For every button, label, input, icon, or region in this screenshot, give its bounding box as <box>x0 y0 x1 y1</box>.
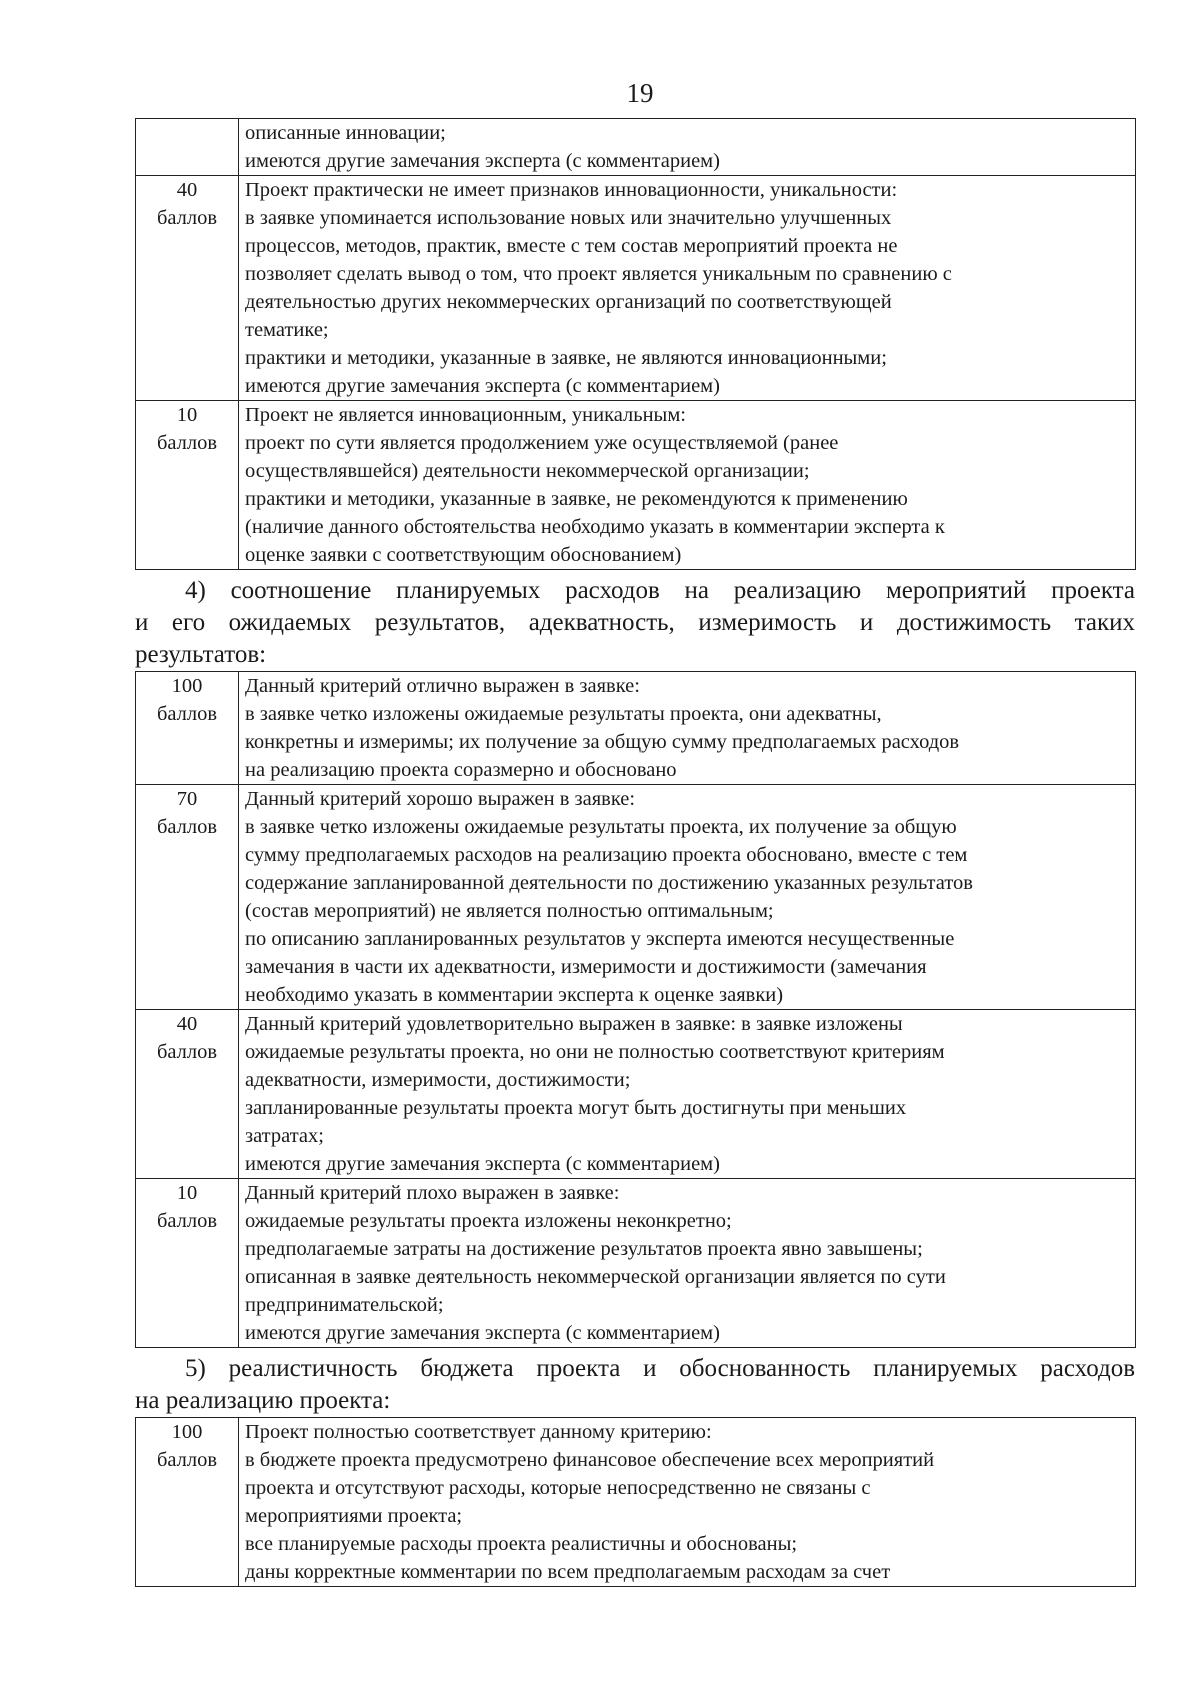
criterion-4-heading <box>135 575 1135 671</box>
description-line: (состав мероприятий) не является полностью оптимальным; <box>245 900 774 922</box>
criteria-description <box>239 119 1136 176</box>
document-body <box>135 118 1135 1587</box>
criteria-description <box>239 1418 1136 1587</box>
score-cell <box>136 785 239 1010</box>
criteria-row <box>136 1418 1136 1587</box>
description-line: позволяет сделать вывод о том, что проект является уникальным по сравнению с <box>245 263 952 285</box>
score-cell <box>136 401 239 570</box>
description-line: имеются другие замечания эксперта (с комментарием) <box>245 150 720 172</box>
description-line: предполагаемые затраты на достижение результатов проекта явно завышены; <box>245 1238 923 1260</box>
criterion-5-heading <box>135 1353 1135 1417</box>
description-line: Проект практически не имеет признаков инновационности, уникальности: <box>245 179 898 201</box>
description-line: практики и методики, указанные в заявке, не рекомендуются к применению <box>245 488 908 510</box>
description-line: в бюджете проекта предусмотрено финансовое обеспечение всех мероприятий <box>245 1449 935 1471</box>
description-line: необходимо указать в комментарии эксперта к оценке заявки) <box>245 984 784 1006</box>
description-line: ожидаемые результаты проекта изложены неконкретно; <box>245 1210 732 1232</box>
description-line: Данный критерий отлично выражен в заявке: <box>245 675 640 697</box>
description-line: описанные инновации; <box>245 122 446 144</box>
score-unit: баллов <box>156 1041 218 1063</box>
score-value: 10 <box>176 404 198 426</box>
description-line: деятельностью других некоммерческих организаций по соответствующей <box>245 291 892 313</box>
description-line: оценке заявки с соответствующим обоснованием) <box>245 544 682 566</box>
criteria-table-3 <box>135 118 1136 570</box>
score-cell <box>136 1179 239 1348</box>
heading-line: результатов: <box>135 641 267 668</box>
criteria-description <box>239 785 1136 1010</box>
criteria-description <box>239 1010 1136 1179</box>
description-line: Данный критерий плохо выражен в заявке: <box>245 1182 620 1204</box>
criteria-row <box>136 785 1136 1010</box>
heading-line: 4) соотношение планируемых расходов на реализацию мероприятий проекта <box>185 577 1135 604</box>
criteria-table-5 <box>135 1417 1136 1587</box>
score-unit: баллов <box>156 1449 218 1471</box>
heading-line: и его ожидаемых результатов, адекватность, измеримость и достижимость таких <box>135 609 1135 636</box>
description-line: описанная в заявке деятельность некоммерческой организации является по сути <box>245 1266 946 1288</box>
description-line: имеются другие замечания эксперта (с комментарием) <box>245 375 720 397</box>
score-unit: баллов <box>156 816 218 838</box>
description-line: в заявке четко изложены ожидаемые результаты проекта, их получение за общую <box>245 816 957 838</box>
description-line: даны корректные комментарии по всем предполагаемым расходам за счет <box>245 1561 891 1583</box>
description-line: замечания в части их адекватности, измеримости и достижимости (замечания <box>245 956 927 978</box>
score-unit: баллов <box>156 1210 218 1232</box>
description-line: предпринимательской; <box>245 1294 444 1316</box>
description-line: мероприятиями проекта; <box>245 1505 463 1527</box>
criteria-row <box>136 176 1136 401</box>
description-line: осуществлявшейся) деятельности некоммерческой организации; <box>245 460 810 482</box>
score-cell <box>136 672 239 785</box>
description-line: процессов, методов, практик, вместе с тем состав мероприятий проекта не <box>245 235 898 257</box>
description-line: Данный критерий удовлетворительно выражен в заявке: в заявке изложены <box>245 1013 903 1035</box>
description-line: адекватности, измеримости, достижимости; <box>245 1069 631 1091</box>
criteria-row <box>136 1010 1136 1179</box>
description-line: проект по сути является продолжением уже осуществляемой (ранее <box>245 432 839 454</box>
heading-line: на реализацию проекта: <box>135 1387 391 1414</box>
score-cell <box>136 1418 239 1587</box>
score-unit: баллов <box>156 207 218 229</box>
criteria-description <box>239 176 1136 401</box>
description-line: ожидаемые результаты проекта, но они не полностью соответствуют критериям <box>245 1041 945 1063</box>
criteria-row <box>136 1179 1136 1348</box>
criteria-description <box>239 672 1136 785</box>
page-number: 19 <box>626 78 654 108</box>
score-value: 100 <box>171 1421 203 1443</box>
score-cell <box>136 1010 239 1179</box>
criteria-description <box>239 1179 1136 1348</box>
score-unit: баллов <box>156 703 218 725</box>
description-line: на реализацию проекта соразмерно и обосновано <box>245 759 677 781</box>
description-line: содержание запланированной деятельности по достижению указанных результатов <box>245 872 973 894</box>
description-line: по описанию запланированных результатов у эксперта имеются несущественные <box>245 928 955 950</box>
criteria-table-4 <box>135 671 1136 1348</box>
description-line: запланированные результаты проекта могут быть достигнуты при меньших <box>245 1097 907 1119</box>
criteria-row <box>136 672 1136 785</box>
description-line: все планируемые расходы проекта реалистичны и обоснованы; <box>245 1533 798 1555</box>
score-value: 40 <box>176 1013 198 1035</box>
description-line: Данный критерий хорошо выражен в заявке: <box>245 788 636 810</box>
description-line: тематике; <box>245 319 329 341</box>
score-cell <box>136 119 239 176</box>
criteria-description <box>239 401 1136 570</box>
score-value: 100 <box>171 675 203 697</box>
score-unit: баллов <box>156 432 218 454</box>
criteria-row <box>136 401 1136 570</box>
description-line: затратах; <box>245 1125 324 1147</box>
heading-line: 5) реалистичность бюджета проекта и обоснованность планируемых расходов <box>185 1355 1135 1382</box>
criteria-row <box>136 119 1136 176</box>
description-line: в заявке упоминается использование новых или значительно улучшенных <box>245 207 892 229</box>
description-line: конкретны и измеримы; их получение за общую сумму предполагаемых расходов <box>245 731 960 753</box>
description-line: сумму предполагаемых расходов на реализацию проекта обосновано, вместе с тем <box>245 844 968 866</box>
score-value: 10 <box>176 1182 198 1204</box>
description-line: Проект не является инновационным, уникальным: <box>245 404 686 426</box>
description-line: проекта и отсутствуют расходы, которые непосредственно не связаны с <box>245 1477 871 1499</box>
description-line: практики и методики, указанные в заявке, не являются инновационными; <box>245 347 887 369</box>
description-line: имеются другие замечания эксперта (с комментарием) <box>245 1153 720 1175</box>
score-value: 40 <box>176 179 198 201</box>
description-line: в заявке четко изложены ожидаемые результаты проекта, они адекватны, <box>245 703 882 725</box>
score-value: 70 <box>176 788 198 810</box>
score-cell <box>136 176 239 401</box>
description-line: имеются другие замечания эксперта (с комментарием) <box>245 1322 720 1344</box>
description-line: Проект полностью соответствует данному критерию: <box>245 1421 712 1443</box>
description-line: (наличие данного обстоятельства необходимо указать в комментарии эксперта к <box>245 516 945 538</box>
